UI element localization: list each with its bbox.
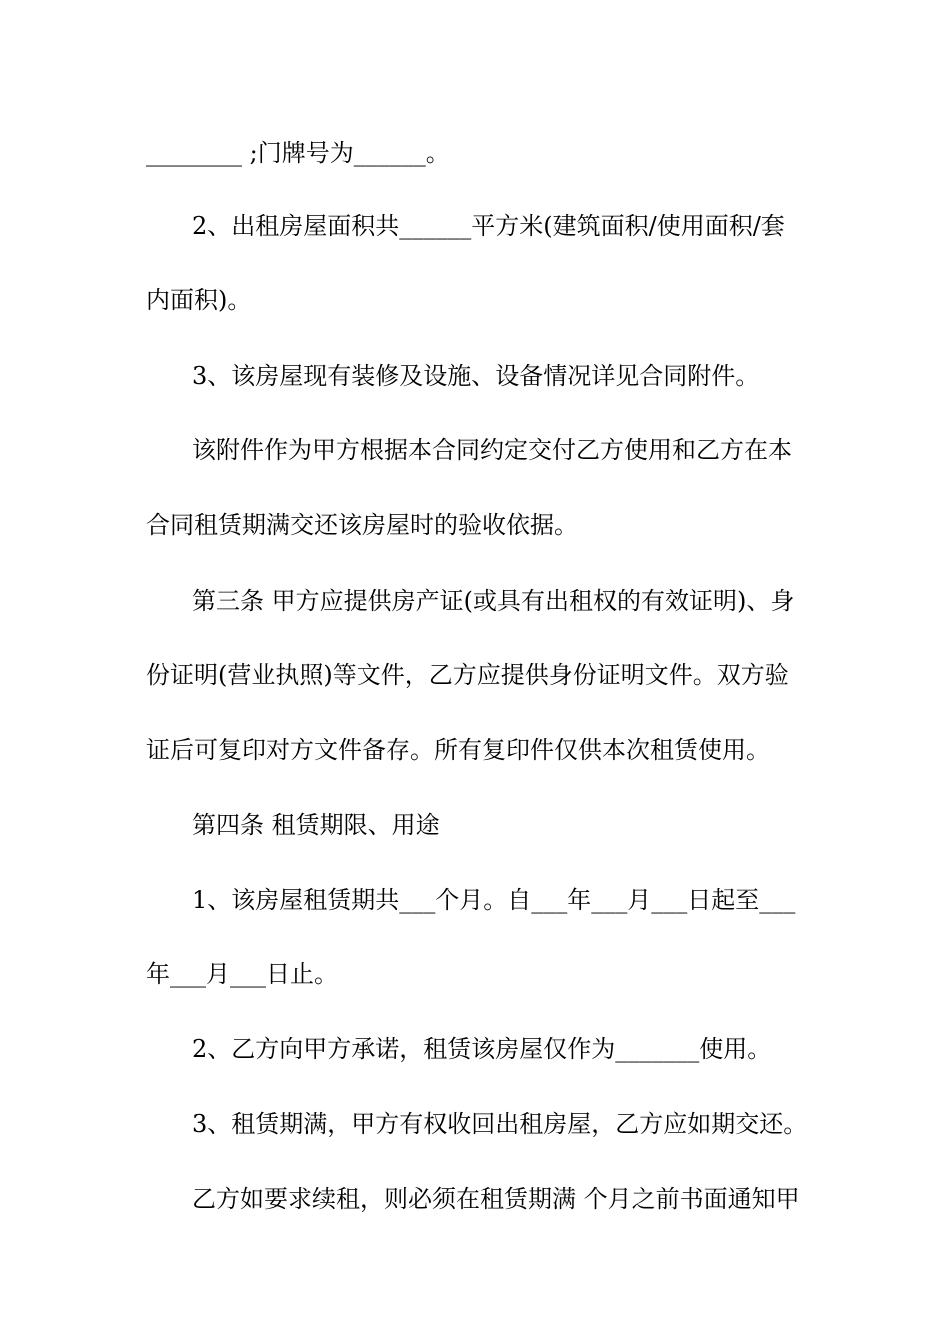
text-line-article-4-expiry: 3、租赁期满，甲方有权收回出租房屋，乙方应如期交还。 (192, 1110, 808, 1138)
text-line-renewal-notice: 乙方如要求续租，则必须在租赁期满 个月之前书面通知甲 (192, 1185, 800, 1213)
text-line-article-3: 第三条 甲方应提供房产证(或具有出租权的有效证明)、身 (192, 587, 795, 615)
text-line-article-4-term: 1、该房屋租赁期共___个月。自___年___月___日起至___ (192, 886, 796, 914)
text-line-attachment-note: 该附件作为甲方根据本合同约定交付乙方使用和乙方在本 (192, 436, 792, 464)
text-line-article-3-cont-2: 证后可复印对方文件备存。所有复印件仅供本次租赁使用。 (146, 736, 770, 764)
text-line-clause-3-fixtures: 3、该房屋现有装修及设施、设备情况详见合同附件。 (192, 362, 760, 390)
text-line-article-3-cont-1: 份证明(营业执照)等文件，乙方应提供身份证明文件。双方验 (146, 661, 789, 689)
text-line-article-4-purpose: 2、乙方向甲方承诺，租赁该房屋仅作为_______使用。 (192, 1035, 772, 1063)
text-line-article-4-heading: 第四条 租赁期限、用途 (192, 811, 440, 839)
text-line-clause-2-area: 2、出租房屋面积共______平方米(建筑面积/使用面积/套 (192, 212, 785, 240)
text-line-article-4-term-cont: 年___月___日止。 (146, 960, 338, 988)
text-line-clause-2-area-cont: 内面积)。 (146, 286, 252, 314)
text-line-attachment-note-cont: 合同租赁期满交还该房屋时的验收依据。 (146, 511, 578, 539)
text-line-address-blank: ________ ;门牌号为______。 (146, 139, 450, 167)
